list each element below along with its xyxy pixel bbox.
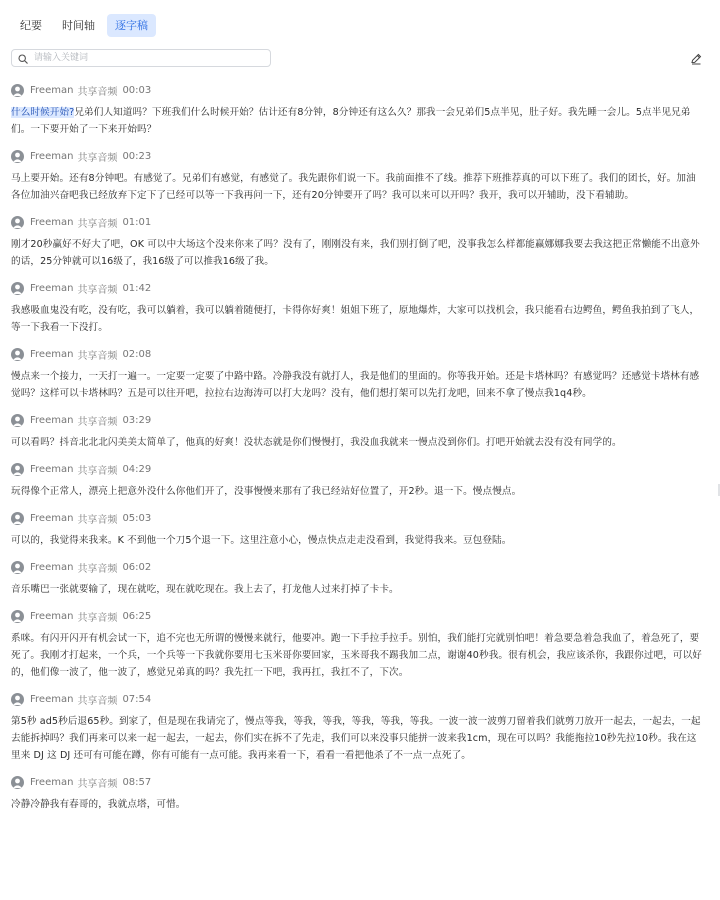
transcript-body: 冷静冷静我有春哥的，我就点塔，可惜。 bbox=[11, 799, 186, 810]
transcript-body: 我感吸血鬼没有吃，没有吃，我可以躺着，我可以躺着随便打，卡得你好爽！姐姐下班了，原地爆炸，大家可以找机会，我只能看右边鳄鱼，鳄鱼我拍到了飞人，等一下我看一下没打。 bbox=[11, 305, 700, 333]
speaker-source: 共享音频 bbox=[77, 284, 118, 296]
transcript-text bbox=[11, 630, 705, 681]
transcript-body: 可以看吗？抖音北北北闪美美太简单了，他真的好爽！没状态就是你们慢慢打，我没血我就来一慢点没到你们。打吧开始就去没有没有同学的。 bbox=[11, 437, 622, 448]
user-avatar-icon bbox=[11, 414, 24, 427]
speaker-line bbox=[11, 511, 705, 525]
transcript-entry bbox=[11, 347, 705, 402]
transcript-text bbox=[11, 434, 705, 451]
tab-transcript[interactable]: 逐字稿 bbox=[107, 14, 156, 37]
transcript-body: 马上要开始。还有8分钟吧。有感觉了。兄弟们有感觉，有感觉了。我先跟你们说一下。我前面推不了线。推荐下班推荐真的可以下班了。我们的团长，好。加油各位加油兴奋吧我已经放弃下定下了已经可以等一下我再问一下，还有20分钟要开了吗？我可以来可以开吗？我开，我可以开辅助，没下看辅助。 bbox=[11, 173, 696, 201]
speaker-name: Freeman bbox=[30, 84, 74, 96]
timestamp[interactable]: 08:57 bbox=[122, 776, 152, 788]
transcript-text bbox=[11, 796, 705, 813]
transcript-entry bbox=[11, 281, 705, 336]
speaker-source: 共享音频 bbox=[77, 612, 118, 624]
search-box[interactable] bbox=[11, 49, 271, 67]
speaker-source: 共享音频 bbox=[77, 152, 118, 164]
transcript-body: 音乐嘴巴一张就要输了，现在就吃，现在就吃现在。我上去了，打龙他人过来打掉了卡卡。 bbox=[11, 584, 399, 595]
user-avatar-icon bbox=[11, 693, 24, 706]
speaker-line bbox=[11, 462, 705, 476]
speaker-line bbox=[11, 281, 705, 295]
user-avatar-icon bbox=[11, 776, 24, 789]
transcript-text bbox=[11, 104, 705, 138]
transcript-text bbox=[11, 368, 705, 402]
user-avatar-icon bbox=[11, 512, 24, 525]
user-avatar-icon bbox=[11, 561, 24, 574]
timestamp[interactable]: 07:54 bbox=[122, 693, 152, 705]
timestamp[interactable]: 04:29 bbox=[122, 463, 152, 475]
speaker-source: 共享音频 bbox=[77, 465, 118, 477]
transcript-text bbox=[11, 713, 705, 764]
transcript-entry bbox=[11, 692, 705, 764]
user-avatar-icon bbox=[11, 150, 24, 163]
speaker-source: 共享音频 bbox=[77, 778, 118, 790]
speaker-name: Freeman bbox=[30, 776, 74, 788]
speaker-source: 共享音频 bbox=[77, 563, 118, 575]
speaker-line bbox=[11, 609, 705, 623]
tab-bar bbox=[12, 14, 156, 37]
transcript-text bbox=[11, 581, 705, 598]
speaker-line bbox=[11, 560, 705, 574]
transcript-entry bbox=[11, 149, 705, 204]
transcript-body: 系咪。有闪开闪开有机会试一下，追不完也无所谓的慢慢来就行，他要冲。跑一下手拉手拉手。别怕，我们能打完就别怕吧！着急要急着急我血了，着急死了，要死了。我刚才打起来，一个兵，一个兵等一下我就你要用七玉米哥你要回家，玉米哥我不踢我加二点，谢谢40秒我。很有机会，我应该杀你，我跟你过吧，可以好的，他们像一波了，他一波了，感觉兄弟真的吗？我先扛一下吧，我再扛，我扛不了，下次。 bbox=[11, 633, 702, 678]
transcript-entry bbox=[11, 511, 705, 549]
pencil-icon[interactable] bbox=[689, 51, 703, 65]
timestamp[interactable]: 00:03 bbox=[122, 84, 152, 96]
speaker-name: Freeman bbox=[30, 512, 74, 524]
transcript-entry bbox=[11, 609, 705, 681]
timestamp[interactable]: 02:08 bbox=[122, 348, 152, 360]
speaker-source: 共享音频 bbox=[77, 86, 118, 98]
speaker-source: 共享音频 bbox=[77, 695, 118, 707]
speaker-source: 共享音频 bbox=[77, 514, 118, 526]
transcript-text bbox=[11, 483, 705, 500]
user-avatar-icon bbox=[11, 84, 24, 97]
speaker-name: Freeman bbox=[30, 348, 74, 360]
transcript-text bbox=[11, 532, 705, 549]
transcript-list bbox=[11, 83, 705, 824]
transcript-body: 玩得像个正常人，漂亮上把意外没什么你他们开了，没事慢慢来那有了我已经站好位置了，开2秒。退一下。慢点慢点。 bbox=[11, 486, 522, 497]
tab-timeline[interactable]: 时间轴 bbox=[62, 19, 95, 32]
speaker-name: Freeman bbox=[30, 561, 74, 573]
speaker-line bbox=[11, 215, 705, 229]
transcript-entry bbox=[11, 413, 705, 451]
search-icon bbox=[18, 49, 28, 68]
speaker-line bbox=[11, 775, 705, 789]
transcript-entry bbox=[11, 775, 705, 813]
timestamp[interactable]: 01:42 bbox=[122, 282, 152, 294]
transcript-body: 可以的，我觉得来我来。K 不到他一个刀5个退一下。这里注意小心，慢点快点走走没看到，我觉得我来。豆包登陆。 bbox=[11, 535, 512, 546]
transcript-body: 兄弟们人知道吗？下班我们什么时候开始？估计还有8分钟，8分钟还有这么久？那我一会兄弟们5点半见，肚子好。我先睡一会儿。5点半见兄弟们。一下要开始了一下来开始吗？ bbox=[11, 107, 691, 135]
transcript-body: 慢点来一个接力，一天打一遍一。一定要一定要了中路中路。冷静我没有就打人，我是他们的里面的。你等我开始。还是卡塔林吗？有感觉吗？还感觉卡塔林有感觉吗？这样可以卡塔林吗？五是可以往开吧，拉拉右边海涛可以打大龙吗？没有，他们想打架可以先打龙吧，回来不拿了慢点我1q4秒。 bbox=[11, 371, 700, 399]
timestamp[interactable]: 06:25 bbox=[122, 610, 152, 622]
speaker-name: Freeman bbox=[30, 282, 74, 294]
user-avatar-icon bbox=[11, 610, 24, 623]
speaker-name: Freeman bbox=[30, 150, 74, 162]
timestamp[interactable]: 06:02 bbox=[122, 561, 152, 573]
speaker-line bbox=[11, 83, 705, 97]
speaker-line bbox=[11, 149, 705, 163]
transcript-entry bbox=[11, 560, 705, 598]
transcript-text bbox=[11, 302, 705, 336]
timestamp[interactable]: 03:29 bbox=[122, 414, 152, 426]
speaker-name: Freeman bbox=[30, 414, 74, 426]
user-avatar-icon bbox=[11, 282, 24, 295]
transcript-body: 第5秒 ad5秒后退65秒。到家了，但是现在我请完了，慢点等我，等我，等我，等我，等我，等我。一波一波一波剪刀留着我们就剪刀放开一起去，一起去，一起去能拆掉吗？我们再来可以来一起一起去，一起去，你们实在拆不了先走，我们可以来没事只能拼一波来我1cm，现在可以吗？我能拖拉10秒先拉10秒。我在这里来 DJ 这 DJ 还可有可能在蹲，你有可能有一点可能。我再来看一下，看看一看把他杀了不一点一点死了。 bbox=[11, 716, 701, 761]
user-avatar-icon bbox=[11, 348, 24, 361]
speaker-source: 共享音频 bbox=[77, 218, 118, 230]
timestamp[interactable]: 05:03 bbox=[122, 512, 152, 524]
speaker-source: 共享音频 bbox=[77, 350, 118, 362]
speaker-line bbox=[11, 347, 705, 361]
user-avatar-icon bbox=[11, 463, 24, 476]
transcript-entry bbox=[11, 462, 705, 500]
transcript-entry bbox=[11, 83, 705, 138]
speaker-name: Freeman bbox=[30, 693, 74, 705]
transcript-body: 刚才20秒赢好不好大了吧，OK 可以中大场这个没来你来了吗？没有了，刚刚没有来，我们别打倒了吧，没事我怎么样都能赢娜娜我要去我这把正常懒能不出意外的话，25分钟就可以16级了，我16级了可以推我16级了我。 bbox=[11, 239, 700, 267]
speaker-name: Freeman bbox=[30, 216, 74, 228]
speaker-name: Freeman bbox=[30, 463, 74, 475]
tab-summary[interactable]: 纪要 bbox=[20, 19, 42, 32]
speaker-line bbox=[11, 413, 705, 427]
transcript-text bbox=[11, 236, 705, 270]
search-highlight: 什么时候开始? bbox=[11, 107, 75, 118]
user-avatar-icon bbox=[11, 216, 24, 229]
speaker-source: 共享音频 bbox=[77, 416, 118, 428]
speaker-line bbox=[11, 692, 705, 706]
timestamp[interactable]: 01:01 bbox=[122, 216, 152, 228]
transcript-entry bbox=[11, 215, 705, 270]
timestamp[interactable]: 00:23 bbox=[122, 150, 152, 162]
transcript-text bbox=[11, 170, 705, 204]
search-input[interactable] bbox=[32, 52, 266, 64]
speaker-name: Freeman bbox=[30, 610, 74, 622]
